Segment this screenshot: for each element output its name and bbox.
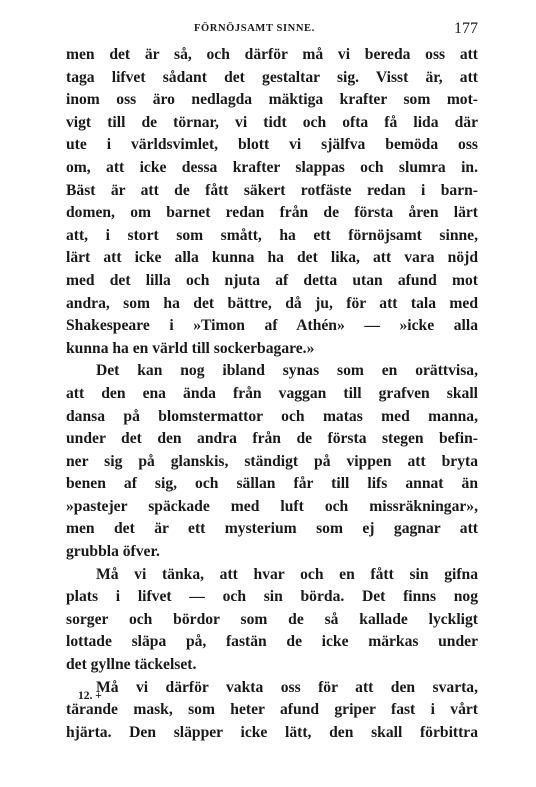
running-title: FÖRNÖJSAMT SINNE. [194, 23, 315, 34]
text-line: det gyllne täckelset. [66, 656, 197, 674]
text-line: lärt att icke alla kunna ha det lika, att vara nöjd [66, 249, 478, 267]
text-line: benen af sig, och sällan får till lifs annat än [66, 475, 478, 493]
text-line: kunna ha en värld till sockerbagare.» [66, 339, 315, 357]
text-line: men det är ett mysterium som ej gagnar att [66, 520, 478, 538]
text-line: vigt till de törnar, vi tidt och ofta få lida där [66, 113, 478, 131]
page-number: 177 [454, 20, 478, 37]
printer-signature: 12. + [78, 690, 102, 702]
text-line: Bäst är att de fått säkert rotfäste redan i barn- [66, 181, 478, 199]
text-line: taga lifvet sådant det gestaltar sig. Visst är, att [66, 68, 478, 86]
text-line: dansa på blomstermattor och matas med manna, [66, 407, 478, 425]
text-line: Det kan nog ibland synas som en orättvisa, [96, 362, 478, 380]
text-line: sorger och bördor som de så kallade lyckligt [66, 610, 478, 628]
running-head [66, 20, 478, 42]
text-line: tärande mask, som heter afund griper fast i vårt [66, 701, 478, 719]
text-line: att den ena ända från vaggan till grafven skall [66, 384, 478, 402]
text-line: plats i lifvet — och sin börda. Det finns nog [66, 588, 478, 606]
text-line: men det är så, och därför må vi bereda oss att [66, 46, 478, 63]
text-line: lottade släpa på, fastän de icke märkas under [66, 633, 478, 651]
text-line: Må vi därför vakta oss för att den svarta, [96, 678, 478, 696]
text-line: Shakespeare i »Timon af Athén» — »icke alla [66, 317, 478, 335]
text-line: ner sig på glanskis, ständigt på vippen att bryta [66, 452, 478, 470]
text-line: med det lilla och njuta af detta utan afund mot [66, 271, 478, 289]
body-text [66, 44, 478, 744]
text-line: andra, som ha det bättre, då ju, för att tala med [66, 294, 478, 312]
text-line: ute i världsvimlet, blott vi själfva bemöda oss [66, 136, 478, 154]
text-line: att, i stort som smått, ha ett förnöjsamt sinne, [66, 226, 478, 244]
text-line: »pastejer späckade med luft och missräkningar», [66, 497, 478, 515]
text-line: om, att icke dessa krafter slappas och slumra in. [66, 158, 478, 176]
text-line: inom oss äro nedlagda mäktiga krafter som mot- [66, 91, 478, 109]
text-line: under det den andra från de första stegen befin- [66, 430, 478, 448]
text-line: hjärta. Den släpper icke lätt, den skall förbittra [66, 723, 478, 741]
text-line: domen, om barnet redan från de första åren lärt [66, 204, 478, 222]
text-line: grubbla öfver. [66, 543, 160, 561]
text-line: Må vi tänka, att hvar och en fått sin gifna [96, 565, 478, 583]
